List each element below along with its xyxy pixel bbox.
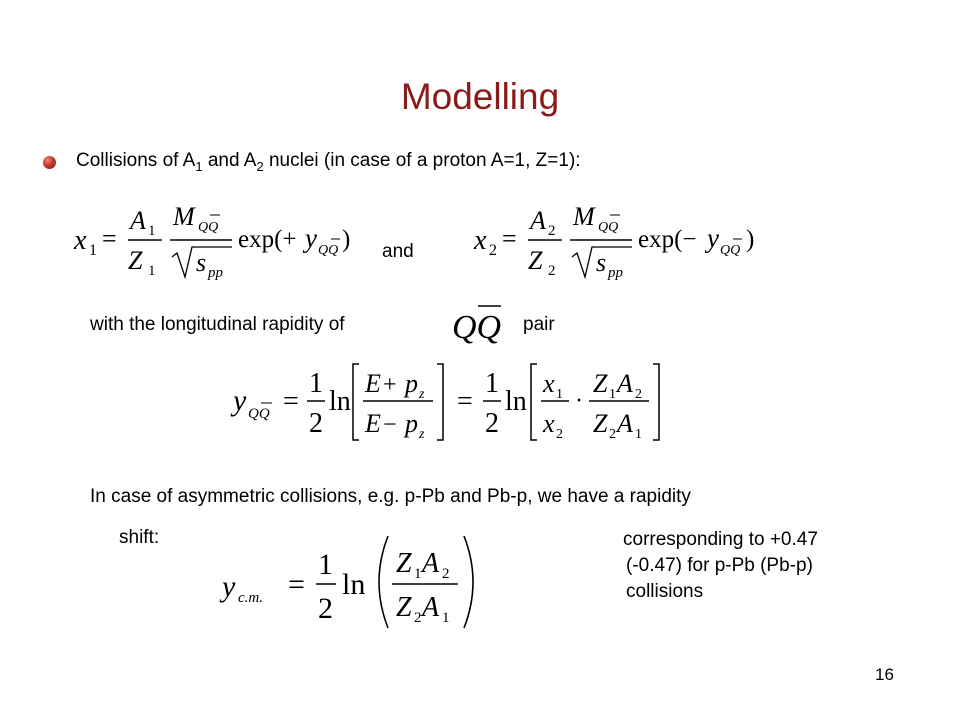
svg-text:M: M <box>173 202 195 231</box>
qq-pair-symbol <box>446 298 516 348</box>
shift-description <box>623 527 818 605</box>
svg-text:2: 2 <box>548 263 556 279</box>
svg-text:y: y <box>707 223 719 253</box>
svg-text:ln: ln <box>329 386 351 417</box>
shift-desc-line-3: collisions <box>626 581 704 602</box>
svg-text:Z: Z <box>396 592 412 623</box>
svg-text:2: 2 <box>309 408 323 439</box>
svg-text:QQ: QQ <box>598 220 619 235</box>
svg-text:Z: Z <box>593 369 608 398</box>
svg-text:E: E <box>365 369 381 398</box>
svg-text:2: 2 <box>548 223 556 239</box>
page-number: 16 <box>875 665 894 684</box>
svg-text:): ) <box>746 226 755 253</box>
bullet-text-sub2: 2 <box>256 158 264 174</box>
svg-text:1: 1 <box>609 387 616 402</box>
svg-text:s: s <box>596 248 607 277</box>
equation-rapidity <box>225 358 715 448</box>
svg-text:y: y <box>305 223 317 253</box>
bullet-text-mid: and A <box>202 150 257 171</box>
svg-text:=: = <box>283 386 299 417</box>
svg-text:A: A <box>422 548 440 579</box>
svg-text:QQ: QQ <box>198 220 219 235</box>
svg-text:x: x <box>474 225 487 256</box>
svg-text:Z: Z <box>528 246 543 275</box>
svg-text:z: z <box>419 427 425 442</box>
rapidity-text-left: with the longitudinal rapidity of <box>90 314 345 335</box>
svg-text:): ) <box>342 226 351 253</box>
svg-text:M: M <box>573 202 595 231</box>
svg-text:2: 2 <box>318 592 333 625</box>
svg-text:2: 2 <box>414 610 422 626</box>
svg-text:QQ: QQ <box>248 406 270 422</box>
svg-text:1: 1 <box>89 242 97 259</box>
svg-text:pp: pp <box>208 265 223 281</box>
bullet-text <box>76 150 581 174</box>
asymmetric-text: In case of asymmetric collisions, e.g. p-Pb and Pb-p, we have a rapidity <box>90 486 691 507</box>
svg-text:1: 1 <box>148 263 156 279</box>
svg-text:2: 2 <box>485 408 499 439</box>
svg-text:1: 1 <box>485 368 499 399</box>
svg-text:2: 2 <box>489 242 497 259</box>
svg-text:x: x <box>543 369 555 398</box>
svg-text:ln: ln <box>342 568 366 601</box>
svg-text:1: 1 <box>414 566 422 582</box>
svg-text:ln: ln <box>505 386 527 417</box>
svg-text:QQ: QQ <box>452 309 502 346</box>
svg-text:2: 2 <box>635 387 642 402</box>
equation-ycm <box>218 530 488 635</box>
svg-text:p: p <box>405 409 418 438</box>
svg-text:1: 1 <box>148 223 156 239</box>
svg-text:A: A <box>617 409 633 438</box>
slide-title: Modelling <box>400 76 560 117</box>
equation-x1 <box>72 195 352 285</box>
svg-text:p: p <box>405 369 418 398</box>
svg-text:E: E <box>365 409 381 438</box>
svg-text:−: − <box>383 412 397 438</box>
svg-text:Z: Z <box>593 409 608 438</box>
shift-desc-line-2: (-0.47) for p-Pb (Pb-p) <box>626 555 813 576</box>
svg-text:=: = <box>102 224 117 253</box>
svg-text:1: 1 <box>556 387 563 402</box>
svg-text:A: A <box>617 369 633 398</box>
svg-text:=: = <box>502 224 517 253</box>
svg-text:exp(+: exp(+ <box>238 226 297 253</box>
svg-text:x: x <box>74 225 87 256</box>
svg-text:1: 1 <box>635 427 642 442</box>
svg-text:2: 2 <box>556 427 563 442</box>
svg-text:x: x <box>543 409 555 438</box>
shift-label: shift: <box>119 527 160 548</box>
svg-text:=: = <box>457 386 473 417</box>
svg-text:c.m.: c.m. <box>238 590 263 606</box>
shift-desc-line-1: corresponding to +0.47 <box>623 529 818 550</box>
svg-text:pp: pp <box>608 265 623 281</box>
bullet-icon <box>43 156 56 169</box>
svg-text:y: y <box>233 384 247 417</box>
svg-text:·: · <box>575 388 583 414</box>
svg-text:A: A <box>422 592 440 623</box>
svg-text:1: 1 <box>309 368 323 399</box>
svg-text:Z: Z <box>396 548 412 579</box>
bullet-text-pre: Collisions of A <box>76 150 196 171</box>
svg-text:QQ: QQ <box>720 243 741 258</box>
equation-x2 <box>472 195 762 285</box>
svg-text:=: = <box>288 568 305 601</box>
svg-text:A: A <box>130 206 146 235</box>
svg-text:y: y <box>222 570 236 603</box>
svg-text:2: 2 <box>609 427 616 442</box>
bullet-text-post: nuclei (in case of a proton A=1, Z=1): <box>263 150 581 171</box>
bullet-text-sub1: 1 <box>195 158 203 174</box>
svg-text:QQ: QQ <box>318 243 339 258</box>
svg-text:A: A <box>530 206 546 235</box>
and-label: and <box>382 241 414 262</box>
svg-text:z: z <box>419 387 425 402</box>
svg-text:s: s <box>196 248 207 277</box>
svg-text:1: 1 <box>442 610 450 626</box>
svg-text:+: + <box>383 372 397 398</box>
svg-text:1: 1 <box>318 548 333 581</box>
svg-text:2: 2 <box>442 566 450 582</box>
rapidity-text-right: pair <box>523 314 555 335</box>
svg-text:Z: Z <box>128 246 143 275</box>
svg-text:exp(−: exp(− <box>638 226 697 253</box>
